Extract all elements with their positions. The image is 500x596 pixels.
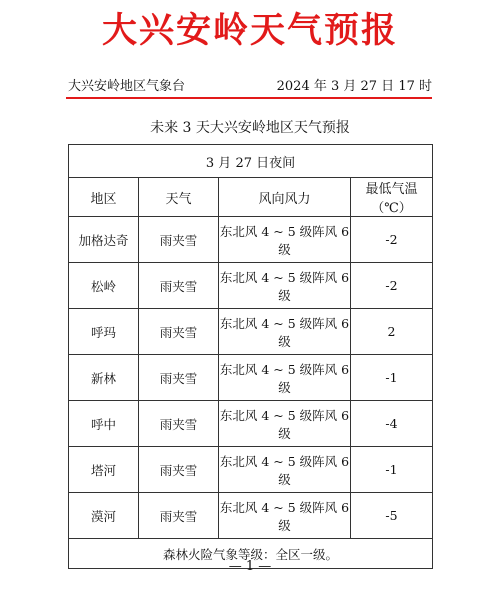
table-row bbox=[69, 263, 433, 309]
cell-region: 呼中 bbox=[69, 401, 139, 447]
cell-region: 呼玛 bbox=[69, 309, 139, 355]
table-date-row bbox=[69, 145, 433, 178]
issuer-name: 大兴安岭地区气象台 bbox=[68, 79, 186, 94]
cell-min-temp: -2 bbox=[351, 263, 433, 309]
table-row bbox=[69, 447, 433, 493]
cell-weather: 雨夹雪 bbox=[139, 355, 219, 401]
cell-weather: 雨夹雪 bbox=[139, 401, 219, 447]
cell-region: 加格达奇 bbox=[69, 217, 139, 263]
cell-weather: 雨夹雪 bbox=[139, 217, 219, 263]
cell-wind: 东北风 4 ~ 5 级阵风 6 级 bbox=[219, 263, 351, 309]
cell-wind: 东北风 4 ~ 5 级阵风 6 级 bbox=[219, 493, 351, 539]
cell-region: 漠河 bbox=[69, 493, 139, 539]
table-row bbox=[69, 355, 433, 401]
table-date-label: 3 月 27 日夜间 bbox=[69, 145, 433, 178]
column-header-wind: 风向风力 bbox=[219, 178, 351, 217]
cell-wind: 东北风 4 ~ 5 级阵风 6 级 bbox=[219, 447, 351, 493]
document-subtitle: 未来 3 天大兴安岭地区天气预报 bbox=[150, 120, 350, 136]
cell-region: 新林 bbox=[69, 355, 139, 401]
cell-wind: 东北风 4 ~ 5 级阵风 6 级 bbox=[219, 401, 351, 447]
forecast-table bbox=[68, 144, 433, 569]
column-header-min-temp: 最低气温（℃） bbox=[351, 178, 433, 217]
cell-region: 松岭 bbox=[69, 263, 139, 309]
cell-region: 塔河 bbox=[69, 447, 139, 493]
column-header-weather: 天气 bbox=[139, 178, 219, 217]
page-number: — 1 — bbox=[228, 559, 272, 574]
cell-weather: 雨夹雪 bbox=[139, 447, 219, 493]
issuer-line bbox=[68, 78, 432, 96]
cell-weather: 雨夹雪 bbox=[139, 309, 219, 355]
cell-min-temp: -4 bbox=[351, 401, 433, 447]
issue-time: 2024 年 3 月 27 日 17 时 bbox=[276, 79, 432, 94]
cell-wind: 东北风 4 ~ 5 级阵风 6 级 bbox=[219, 355, 351, 401]
cell-wind: 东北风 4 ~ 5 级阵风 6 级 bbox=[219, 309, 351, 355]
cell-min-temp: -1 bbox=[351, 355, 433, 401]
table-row bbox=[69, 401, 433, 447]
cell-weather: 雨夹雪 bbox=[139, 263, 219, 309]
cell-wind: 东北风 4 ~ 5 级阵风 6 级 bbox=[219, 217, 351, 263]
cell-weather: 雨夹雪 bbox=[139, 493, 219, 539]
cell-min-temp: -5 bbox=[351, 493, 433, 539]
table-header-row bbox=[69, 178, 433, 217]
cell-min-temp: -2 bbox=[351, 217, 433, 263]
fire-risk-note: 森林火险气象等级：全区一级。 bbox=[69, 539, 433, 569]
cell-min-temp: 2 bbox=[351, 309, 433, 355]
red-divider-rule bbox=[66, 97, 432, 99]
column-header-region: 地区 bbox=[69, 178, 139, 217]
table-row bbox=[69, 309, 433, 355]
table-row bbox=[69, 493, 433, 539]
table-row bbox=[69, 217, 433, 263]
masthead-title: 大兴安岭天气预报 bbox=[101, 11, 398, 51]
cell-min-temp: -1 bbox=[351, 447, 433, 493]
